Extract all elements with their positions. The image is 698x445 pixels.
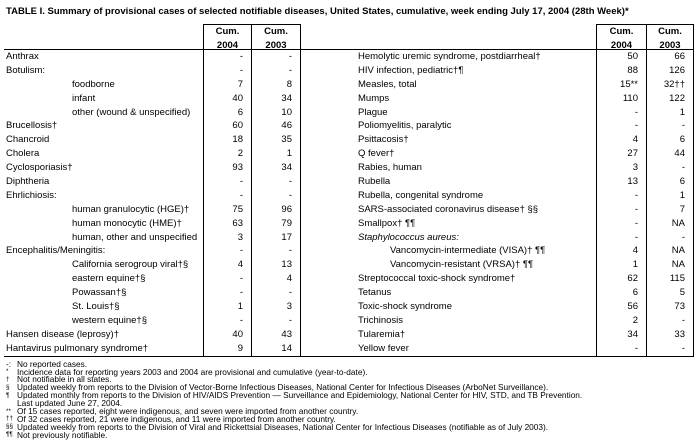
column-gap <box>301 203 356 217</box>
value-cum-2003: - <box>251 314 301 328</box>
value-cum-2004: - <box>596 189 646 203</box>
disease-name: Tetanus <box>358 287 392 299</box>
disease-name: Encephalitis/Meningitis: <box>6 245 106 257</box>
table-row <box>4 189 694 203</box>
footnote-text: Updated weekly from reports to the Division of Viral and Rickettsial Diseases, National Center for Infectious Diseases (notifiable as of July 2003). <box>17 421 549 432</box>
header-spacer-right <box>356 24 596 53</box>
footnotes <box>4 357 694 440</box>
table-row <box>4 106 694 120</box>
value-cum-2004: 1 <box>203 300 251 314</box>
value-cum-2004: - <box>203 189 251 203</box>
header-year-label: 2004 <box>610 39 633 51</box>
disease-name: Smallpox† ¶¶ <box>358 217 416 229</box>
disease-name: Cholera <box>6 148 40 160</box>
disease-name: infant <box>72 92 96 104</box>
footnote-text: Not notifiable in all states. <box>17 374 112 385</box>
column-gap <box>301 244 356 258</box>
footnote-text: Incidence data for reporting years 2003 and 2004 are provisional and cumulative (year-to-date). <box>17 366 368 377</box>
table-row <box>4 161 694 175</box>
footnote-marker: * <box>6 368 9 375</box>
value-cum-2004: 1 <box>596 258 646 272</box>
disease-name: Q fever† <box>358 148 395 160</box>
disease-name: Vancomycin-resistant (VRSA)† ¶¶ <box>390 259 534 271</box>
value-cum-2004: - <box>596 217 646 231</box>
disease-name: eastern equine†§ <box>72 273 146 285</box>
disease-name: Mumps <box>358 92 390 104</box>
value-cum-2003: 122 <box>646 92 694 106</box>
header-spacer-left <box>4 24 203 53</box>
column-gap <box>301 147 356 161</box>
value-cum-2004: - <box>203 272 251 286</box>
value-cum-2004: 40 <box>203 328 251 342</box>
value-cum-2004: - <box>203 175 251 189</box>
column-gap <box>301 133 356 147</box>
disease-name: Rubella, congenital syndrome <box>358 189 484 201</box>
table-row <box>4 147 694 161</box>
table-row <box>4 244 694 258</box>
value-cum-2004: 75 <box>203 203 251 217</box>
footnote <box>6 421 692 432</box>
header-cum-label: Cum. <box>658 26 682 37</box>
value-cum-2004: 15** <box>596 78 646 92</box>
value-cum-2003: NA <box>646 244 694 258</box>
footnote-text: Of 15 cases reported, eight were indigenous, and seven were imported from another country. <box>17 406 359 417</box>
header-year-label: 2004 <box>216 39 239 51</box>
footnote-marker: ** <box>6 407 11 415</box>
disease-name: Toxic-shock syndrome <box>358 301 452 313</box>
table-row <box>4 217 694 231</box>
table-row <box>4 286 694 300</box>
value-cum-2004: 93 <box>203 161 251 175</box>
header-cum-label: Cum. <box>215 26 240 37</box>
disease-name: Hemolytic uremic syndrome, postdiarrheal† <box>358 51 541 62</box>
value-cum-2003: 34 <box>251 92 301 106</box>
value-cum-2003: - <box>251 64 301 78</box>
column-gap <box>301 258 356 272</box>
column-gap <box>301 217 356 231</box>
value-cum-2003: 46 <box>251 119 301 133</box>
value-cum-2004: 2 <box>596 314 646 328</box>
column-gap <box>301 175 356 189</box>
value-cum-2004: - <box>596 106 646 120</box>
table-row <box>4 258 694 272</box>
disease-name: Anthrax <box>6 51 39 62</box>
column-gap <box>301 78 356 92</box>
value-cum-2004: 13 <box>596 175 646 189</box>
value-cum-2003: - <box>646 231 694 245</box>
disease-name: human monocytic (HME)† <box>72 217 182 229</box>
column-gap <box>301 328 356 342</box>
value-cum-2003: 4 <box>251 272 301 286</box>
value-cum-2003: 6 <box>646 175 694 189</box>
value-cum-2003: 6 <box>646 133 694 147</box>
disease-name: human, other and unspecified <box>72 231 198 243</box>
table-row <box>4 342 694 356</box>
notifiable-diseases-table <box>4 24 694 357</box>
value-cum-2003: 32†† <box>646 78 694 92</box>
value-cum-2003: 79 <box>251 217 301 231</box>
value-cum-2003: 43 <box>251 328 301 342</box>
value-cum-2004: - <box>596 342 646 356</box>
disease-name: foodborne <box>72 78 115 90</box>
value-cum-2004: - <box>596 231 646 245</box>
value-cum-2004: 63 <box>203 217 251 231</box>
value-cum-2004: - <box>203 64 251 78</box>
value-cum-2004: 4 <box>596 133 646 147</box>
value-cum-2003: 1 <box>646 189 694 203</box>
disease-name: Poliomyelitis, paralytic <box>358 120 452 132</box>
header-year-label: 2003 <box>265 39 287 51</box>
value-cum-2004: 9 <box>203 342 251 356</box>
value-cum-2003: - <box>646 342 694 356</box>
table-row <box>4 314 694 328</box>
table-row <box>4 175 694 189</box>
value-cum-2003: 1 <box>646 106 694 120</box>
footnote-text: Updated weekly from reports to the Division of Vector-Borne Infectious Diseases, National Center for Infectious Diseases (ArboNet Surveillance). <box>17 382 549 393</box>
value-cum-2004: 34 <box>596 328 646 342</box>
footnote-marker: ¶ <box>6 391 10 399</box>
value-cum-2004: 50 <box>596 50 646 64</box>
value-cum-2004: 62 <box>596 272 646 286</box>
disease-name: western equine†§ <box>72 314 147 326</box>
value-cum-2003: 126 <box>646 64 694 78</box>
value-cum-2003: 5 <box>646 286 694 300</box>
footnote-text: No reported cases. <box>17 358 88 369</box>
value-cum-2004: - <box>203 50 251 64</box>
value-cum-2003: - <box>251 286 301 300</box>
value-cum-2003: 10 <box>251 106 301 120</box>
table-row <box>4 119 694 133</box>
table-row <box>4 78 694 92</box>
value-cum-2003: 44 <box>646 147 694 161</box>
column-gap <box>301 161 356 175</box>
value-cum-2003: 14 <box>251 342 301 356</box>
footnote-marker: † <box>6 375 10 383</box>
value-cum-2004: 110 <box>596 92 646 106</box>
footnote-marker: †† <box>6 415 14 423</box>
footnote-text-continued: Last updated June 27, 2004. <box>17 398 123 409</box>
header-cum-2004-right <box>596 24 646 53</box>
table-row <box>4 203 694 217</box>
disease-name: Vancomycin-intermediate (VISA)† ¶¶ <box>390 245 546 257</box>
disease-name: Chancroid <box>6 134 50 146</box>
header-cum-2003-right <box>646 24 694 53</box>
column-gap <box>301 231 356 245</box>
value-cum-2003: NA <box>646 217 694 231</box>
table-header-row <box>4 24 694 50</box>
value-cum-2003: - <box>251 244 301 258</box>
disease-name: Rubella <box>358 176 391 188</box>
footnote-text: Updated monthly from reports to the Division of HIV/AIDS Prevention — Surveillance and Epidemiology, National Center for HIV, STD, and TB Prevention. <box>17 390 583 401</box>
value-cum-2004: 4 <box>203 258 251 272</box>
value-cum-2004: - <box>596 119 646 133</box>
value-cum-2004: 3 <box>203 231 251 245</box>
value-cum-2003: - <box>646 119 694 133</box>
disease-name: Powassan†§ <box>72 287 127 299</box>
disease-name: Ehrlichiosis: <box>6 189 57 201</box>
column-gap <box>301 50 356 64</box>
table-row <box>4 64 694 78</box>
header-cum-2003-left <box>251 24 301 53</box>
disease-name: other (wound & unspecified) <box>72 106 191 118</box>
table-row <box>4 50 694 64</box>
disease-name: Rabies, human <box>358 162 422 174</box>
value-cum-2004: 6 <box>596 286 646 300</box>
table-row <box>4 92 694 106</box>
value-cum-2003: 17 <box>251 231 301 245</box>
value-cum-2003: - <box>646 161 694 175</box>
value-cum-2003: 7 <box>646 203 694 217</box>
value-cum-2003: 73 <box>646 300 694 314</box>
header-cum-label: Cum. <box>609 26 634 37</box>
value-cum-2004: 6 <box>203 106 251 120</box>
value-cum-2004: 2 <box>203 147 251 161</box>
column-gap <box>301 189 356 203</box>
column-gap <box>301 64 356 78</box>
value-cum-2004: - <box>203 244 251 258</box>
header-cum-label: Cum. <box>264 26 288 37</box>
column-gap <box>301 92 356 106</box>
footnote-text: Of 32 cases reported, 21 were indigenous, and 11 were imported from another country. <box>17 413 336 424</box>
disease-name: Streptococcal toxic-shock syndrome† <box>358 273 516 285</box>
value-cum-2003: - <box>251 175 301 189</box>
value-cum-2004: - <box>596 203 646 217</box>
header-year-label: 2003 <box>659 39 681 51</box>
footnote-marker: §§ <box>6 423 14 431</box>
value-cum-2004: 4 <box>596 244 646 258</box>
value-cum-2003: 33 <box>646 328 694 342</box>
table-row <box>4 272 694 286</box>
value-cum-2004: - <box>203 286 251 300</box>
header-cum-2004-left <box>203 24 251 53</box>
value-cum-2004: 7 <box>203 78 251 92</box>
value-cum-2003: 34 <box>251 161 301 175</box>
value-cum-2003: 35 <box>251 133 301 147</box>
disease-name: California serogroup viral†§ <box>72 259 189 271</box>
value-cum-2003: NA <box>646 258 694 272</box>
disease-name: SARS-associated coronavirus disease† §§ <box>358 203 539 215</box>
column-gap <box>301 286 356 300</box>
disease-name: Trichinosis <box>358 314 404 326</box>
column-gap <box>301 119 356 133</box>
table-row <box>4 231 694 245</box>
disease-name: Staphylococcus aureus: <box>358 231 459 243</box>
column-gap <box>301 342 356 356</box>
column-gap <box>301 106 356 120</box>
disease-name: Yellow fever <box>358 342 409 354</box>
value-cum-2003: 8 <box>251 78 301 92</box>
column-gap <box>301 272 356 286</box>
disease-name: Diphtheria <box>6 176 50 188</box>
value-cum-2003: 115 <box>646 272 694 286</box>
value-cum-2004: 88 <box>596 64 646 78</box>
table-body <box>4 50 694 357</box>
value-cum-2004: 27 <box>596 147 646 161</box>
disease-name: Measles, total <box>358 78 417 90</box>
value-cum-2004: 56 <box>596 300 646 314</box>
disease-name: Psittacosis† <box>358 134 409 146</box>
value-cum-2003: 1 <box>251 147 301 161</box>
disease-name: Plague <box>358 106 388 118</box>
value-cum-2003: 96 <box>251 203 301 217</box>
disease-name: human granulocytic (HGE)† <box>72 203 190 215</box>
footnote-text: Not previously notifiable. <box>17 429 108 440</box>
table-row <box>4 300 694 314</box>
disease-name: Tularemia† <box>358 328 406 340</box>
disease-name: Botulism: <box>6 64 46 76</box>
column-gap <box>301 300 356 314</box>
value-cum-2004: 40 <box>203 92 251 106</box>
footnote-marker: -: <box>6 358 12 369</box>
disease-name: HIV infection, pediatric†¶ <box>358 64 464 76</box>
table-row <box>4 328 694 342</box>
column-gap <box>301 314 356 328</box>
disease-name: Brucellosis† <box>6 120 58 132</box>
value-cum-2004: 18 <box>203 133 251 147</box>
value-cum-2004: 3 <box>596 161 646 175</box>
value-cum-2003: 66 <box>646 50 694 64</box>
footnote-marker: § <box>6 383 10 391</box>
header-gap <box>301 24 356 53</box>
disease-name: Hansen disease (leprosy)† <box>6 328 120 340</box>
disease-name: Hantavirus pulmonary syndrome† <box>6 342 149 354</box>
table-title: TABLE I. Summary of provisional cases of selected notifiable diseases, United States, cumulative, week ending July 17, 2004 (28th Week)* <box>6 6 629 17</box>
table-row <box>4 133 694 147</box>
value-cum-2003: - <box>251 50 301 64</box>
value-cum-2004: 60 <box>203 119 251 133</box>
footnote <box>6 429 692 440</box>
value-cum-2003: 3 <box>251 300 301 314</box>
value-cum-2004: - <box>203 314 251 328</box>
disease-name: St. Louis†§ <box>72 301 120 313</box>
value-cum-2003: - <box>646 314 694 328</box>
value-cum-2003: - <box>251 189 301 203</box>
value-cum-2003: 13 <box>251 258 301 272</box>
disease-name: Cyclosporiasis† <box>6 162 73 174</box>
footnote-marker: ¶¶ <box>6 431 13 439</box>
